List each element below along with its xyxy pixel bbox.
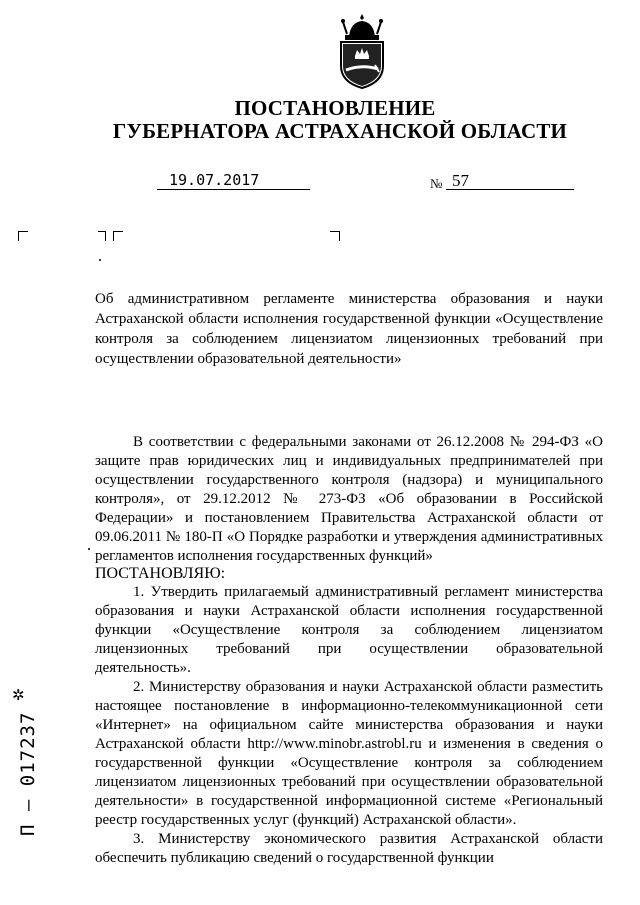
- corner-mark: [98, 231, 106, 241]
- corner-mark-top-left: [18, 231, 28, 241]
- document-subject: Об административном регламенте министерства образования и науки Астраханской области исполнения государственной функции «Осуществление контроля за соблюдением лицензиатом лицензионных требований при осуществлении образовательной деятельности»: [95, 291, 603, 367]
- item-3-paragraph: 3. Министерству экономического развития Астраханской области обеспечить публикацию сведений о государственной функции: [95, 831, 603, 866]
- coat-of-arms-icon: [331, 12, 393, 90]
- document-number: 57: [446, 172, 574, 190]
- speck: [88, 548, 90, 550]
- decree-heading: ПОСТАНОВЛЯЮ:: [95, 565, 226, 582]
- document-body: [95, 433, 603, 868]
- item-1-paragraph: 1. Утвердить прилагаемый административный регламент министерства образования и науки Астраханской области исполнения государственной функции «Осуществление контроля за соблюдением лицензиатом лицензионных требований при осуществлении образовательной деятельность».: [95, 584, 603, 676]
- preamble-paragraph: В соответствии с федеральными законами от 26.12.2008 № 294-ФЗ «О защите прав юридических лиц и индивидуальных предпринимателей при осуществлении государственного контроля (надзора) и муниципального контроля», от 29.12.2012 № 273-ФЗ «Об образовании в Российской Федерации» и постановлением Правительства Астраханской области от 09.06.2011 № 180-П «О Порядке разработки и утверждения административных регламентов исполнения государственных функций»: [95, 434, 603, 564]
- corner-mark-top-right: [330, 231, 340, 241]
- speck: [99, 259, 101, 261]
- document-date: 19.07.2017: [157, 172, 310, 190]
- document-issuer: ГУБЕРНАТОРА АСТРАХАНСКОЙ ОБЛАСТИ: [112, 119, 568, 143]
- registration-serial: П – 017237: [17, 711, 39, 836]
- document-title: ПОСТАНОВЛЕНИЕ: [234, 96, 436, 120]
- corner-mark: [113, 231, 123, 241]
- number-label: №: [430, 176, 443, 191]
- stamp-star-icon: ✲: [12, 688, 25, 704]
- item-2-paragraph: 2. Министерству образования и науки Астраханской области разместить настоящее постановление в информационно-телекоммуникационной сети «Интернет» на официальном сайте министерства образования и науки Астраханской области http://www.minobr.astrobl.ru и изменения в сведения о государственной функции «Осуществление контроля за соблюдением лицензиатом лицензионных требований при осуществлении образовательной деятельности» в государственной информационной системе «Региональный реестр государственных услуг (функций) Астраханской области».: [95, 679, 603, 828]
